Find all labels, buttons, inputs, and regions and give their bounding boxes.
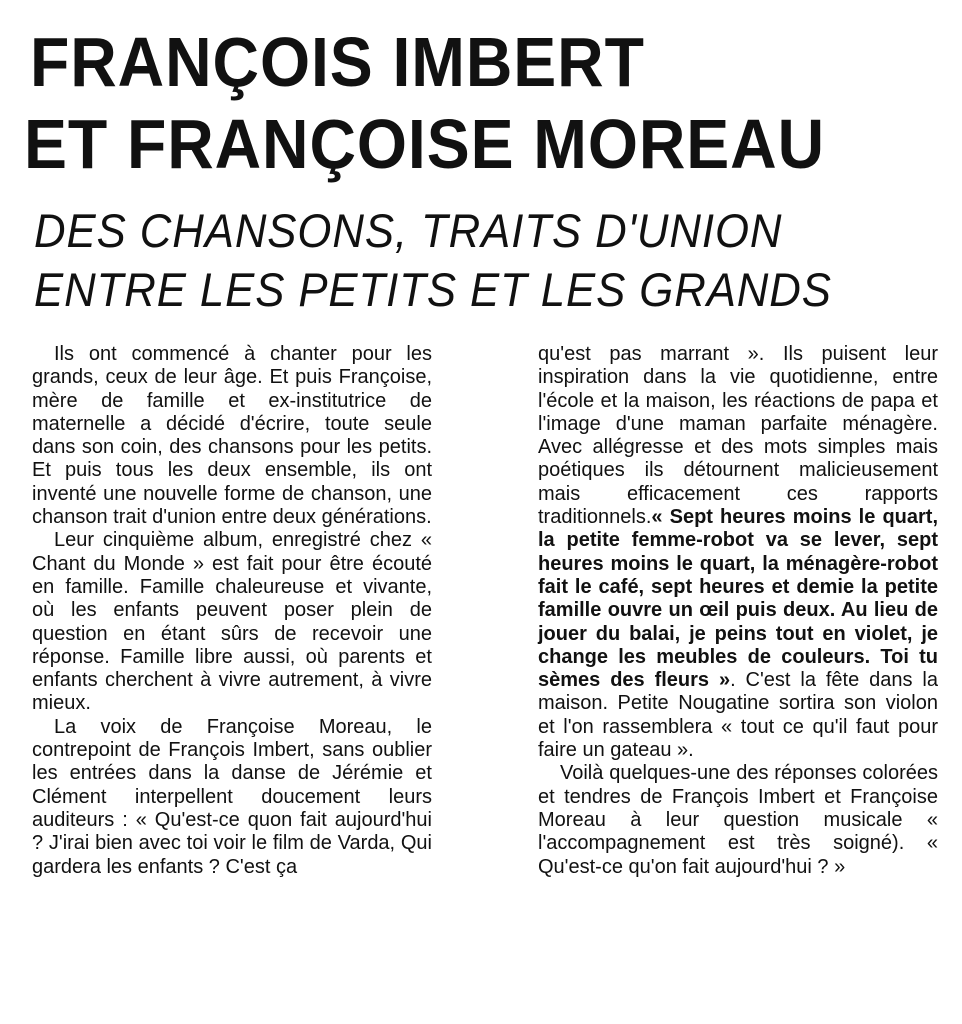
- article-column-right: [538, 343, 938, 879]
- bold-song-quote: « Sept heures moins le quart, la petite femme-robot va se lever, sept heures moins le quart, la ménagère-robot fait le café, sept heures et demie la petite famille ouvre un œil puis deux. Au lieu de jouer du balai, je peins tout en violet, je change les meubles de couleurs. Toi tu sèmes des fleurs »: [538, 506, 938, 692]
- article-paragraph-2: Leur cinquième album, enregistré chez « Chant du Monde » est fait pour être écouté en famille. Famille chaleureuse et vivante, où les enfants peuvent poser plein de question en étant sûrs de recevoir une réponse. Famille libre aussi, où parents et enfants cherchent à vivre autrement, à vivre mieux.: [32, 529, 432, 715]
- paragraph-text: . C'est la fête dans la maison. Petite Nougatine sortira son violon et l'on rassemblera « tout ce qu'il faut pour faire un gateau ».: [538, 669, 938, 762]
- article-paragraph-3-continued: [538, 343, 938, 762]
- headline-line-1: FRANÇOIS IMBERT: [30, 23, 645, 101]
- headline-line-2: ET FRANÇOISE MOREAU: [24, 105, 826, 183]
- article-column-left: [32, 343, 432, 879]
- paragraph-text: qu'est pas marrant ». Ils puisent leur inspiration dans la vie quotidienne, entre l'école et la maison, les réactions de papa et l'image d'une maman parfaite ménagère. Avec allégresse et des mots simples mais poétiques ils détournent malicieusement mais efficacement ces rapports traditionnels.: [538, 343, 938, 529]
- article-paragraph-1: Ils ont commencé à chanter pour les grands, ceux de leur âge. Et puis Françoise, mère de famille et ex-institutrice de maternelle a décidé d'écrire, toute seule dans son coin, des chansons pour les petits. Et puis tous les deux ensemble, ils ont inventé une nouvelle forme de chanson, une chanson trait d'union entre deux générations.: [32, 343, 432, 529]
- subheadline-line-2: ENTRE LES PETITS ET LES GRANDS: [34, 263, 832, 316]
- article-paragraph-3: La voix de Françoise Moreau, le contrepoint de François Imbert, sans oublier les entrées dans la danse de Jérémie et Clément interpellent doucement leurs auditeurs : « Qu'est-ce quon fait aujourd'hui ? J'irai bien avec toi voir le film de Varda, Qui gardera les enfants ? C'est ça: [32, 715, 432, 878]
- subheadline-line-1: DES CHANSONS, TRAITS D'UNION: [34, 204, 783, 257]
- article-paragraph-4: Voilà quelques-une des réponses colorées et tendres de François Imbert et Françoise Moreau à leur question musicale « l'accompagnement est très soigné). « Qu'est-ce qu'on fait aujourd'hui ? »: [538, 762, 938, 878]
